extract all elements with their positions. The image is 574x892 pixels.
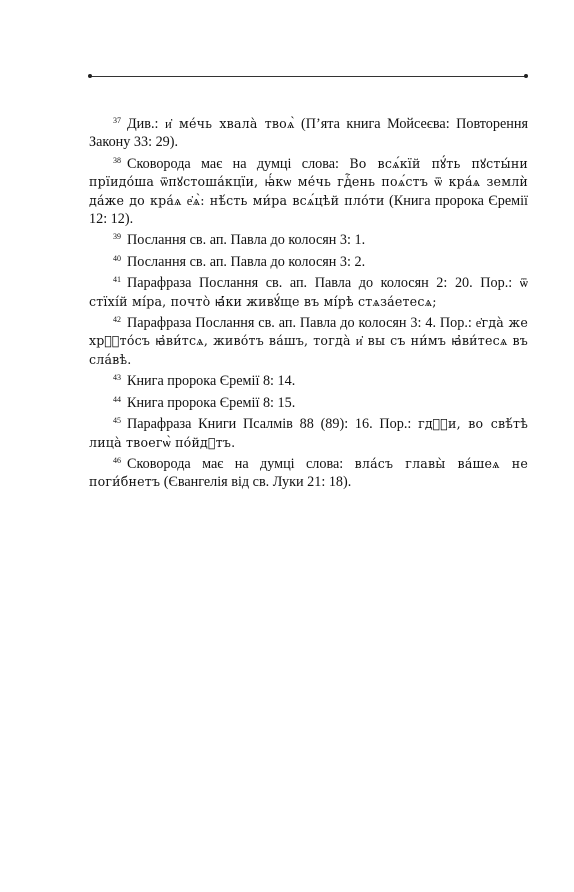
footnote-39 [89, 228, 528, 249]
footnote-text: Парафраза Послання св. ап. Павла до колосян 3: 4. Пор.: [127, 315, 476, 332]
footnote-40 [89, 250, 528, 271]
church-slavonic-quote: вла́съ главы̀ ва́шеѧ не поги́бнетъ [89, 455, 528, 490]
footnote-number: 40 [113, 253, 121, 263]
footnote-text: Послання св. ап. Павла до колосян 3: 1. [127, 232, 366, 249]
rule-right-dot [524, 74, 528, 78]
footnote-37 [89, 112, 528, 152]
footnote-text: Парафраза Книги Псалмів 88 (89): 16. Пор.: [127, 416, 419, 433]
footnote-number: 42 [113, 315, 121, 325]
footnote-number: 43 [113, 373, 121, 383]
footnote-number: 45 [113, 416, 121, 426]
church-slavonic-quote: гдⷭ҇и, во свѣ́тѣ лица̀ твоегѡ̀ по́йдꙋтъ. [89, 416, 528, 450]
footnote-text: Парафраза Послання св. ап. Павла до колосян 2: 20. Пор.: [127, 275, 520, 292]
footnote-number: 41 [113, 275, 121, 285]
footnotes-block [89, 112, 528, 492]
footnote-38 [89, 152, 528, 229]
footnote-44 [89, 391, 528, 412]
footnote-45 [89, 412, 528, 452]
church-slavonic-quote: е҆гда̀ же хрⷭ҇то́съ ꙗ҆ви́тсѧ, живо́тъ ва́шъ, тогда̀ и҆ вы съ ни́мъ ꙗ҆ви́тесѧ въ сла́вѣ. [89, 315, 528, 367]
footnote-number: 38 [113, 155, 121, 165]
footnote-text: Послання св. ап. Павла до колосян 3: 2. [127, 253, 366, 270]
church-slavonic-quote: и҆ ме́чь хвала̀ твоѧ̀ [164, 116, 295, 131]
footnote-text: (Книга пророка Єремії 12: 12). [89, 192, 528, 228]
footnote-text: Сковорода має на думці слова: [127, 455, 355, 472]
footnote-number: 46 [113, 455, 121, 465]
footnote-number: 39 [113, 232, 121, 242]
footnote-text: Книга пророка Єремії 8: 15. [127, 394, 296, 411]
header-rule [90, 76, 527, 77]
footnote-text: Див.: [127, 116, 165, 132]
footnote-number: 37 [113, 116, 121, 125]
footnote-text: (Євангелія від св. Луки 21: 18). [160, 474, 352, 491]
footnote-41 [89, 271, 528, 311]
footnote-number: 44 [113, 394, 121, 404]
footnote-text: Сковорода має на думці слова: [127, 155, 350, 172]
footnote-text: (П’ята книга Мойсеєва: Повторення Закону 33: 29). [89, 116, 528, 151]
church-slavonic-quote: ѿ стїхі́й мі́ра, почто̀ ꙗ҆́ки живꙋ́ще въ мі́рѣ стѧза́етесѧ; [89, 275, 528, 309]
footnote-text: Книга пророка Єремії 8: 14. [127, 373, 296, 390]
footnote-46 [89, 452, 528, 492]
rule-left-dot [88, 74, 92, 78]
footnote-42 [89, 311, 528, 369]
footnote-43 [89, 369, 528, 390]
church-slavonic-quote: Во всѧ́кїй пꙋ́ть пꙋсты́ни прїидо́ша ѿпꙋстоша́кцїи, ꙗ҆́кѡ ме́чь гдⷭ҇ень поѧ́стъ ѿ кра́ѧ землѝ да́же до кра́ѧ е҆ѧ̀: нѣ́сть ми́ра всѧ́цѣй пло́ти [89, 155, 529, 208]
